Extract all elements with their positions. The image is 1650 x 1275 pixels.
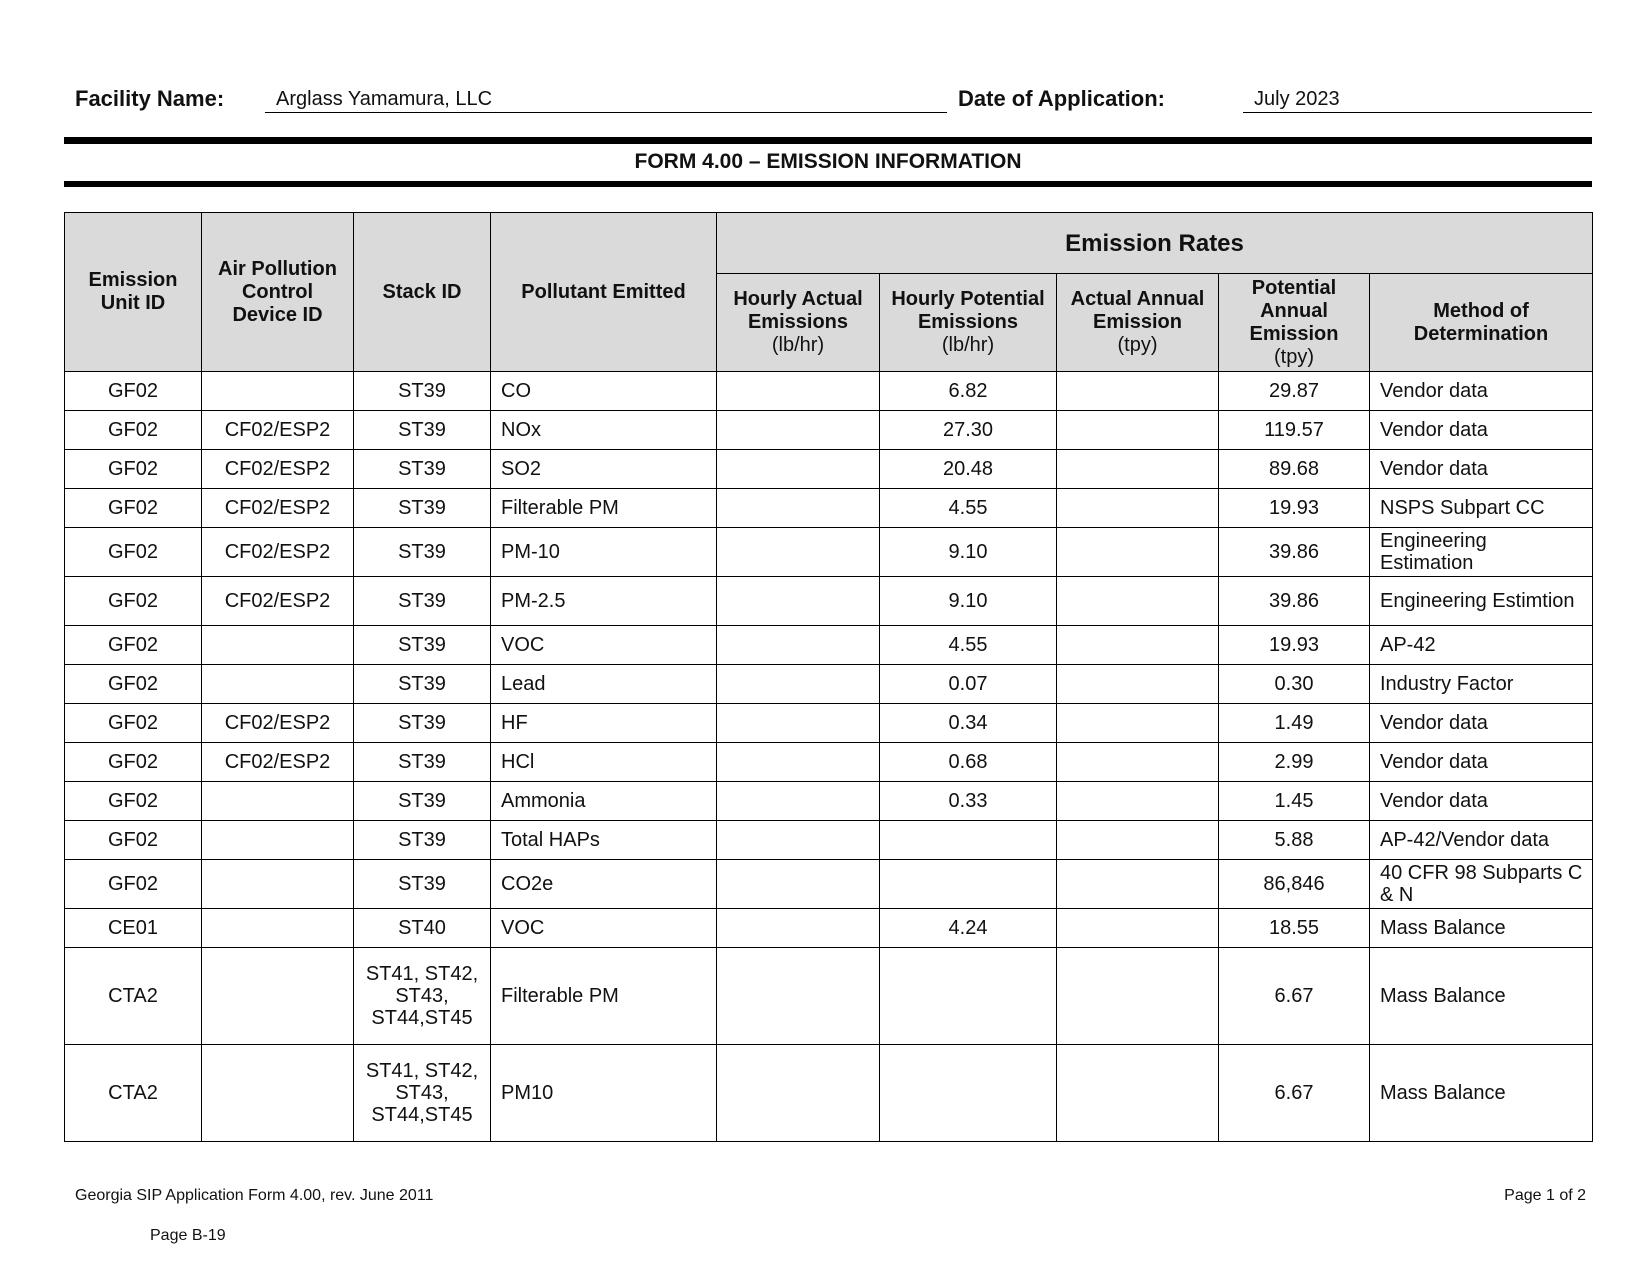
cell-potential-annual: 6.67 xyxy=(1219,1045,1370,1142)
title-rule-bottom xyxy=(64,181,1592,187)
cell-hourly-potential: 9.10 xyxy=(880,528,1057,577)
date-of-application-value: July 2023 xyxy=(1243,88,1592,113)
table-row xyxy=(65,704,1593,743)
cell-pollutant: CO2e xyxy=(491,860,717,909)
footer-form-revision: Georgia SIP Application Form 4.00, rev. June 2011 xyxy=(75,1187,434,1204)
table-row xyxy=(65,411,1593,450)
cell-control-device-id: CF02/ESP2 xyxy=(202,577,354,626)
cell-method: Engineering Estimtion xyxy=(1370,577,1593,626)
cell-potential-annual: 39.86 xyxy=(1219,577,1370,626)
cell-method: Vendor data xyxy=(1370,782,1593,821)
header-potential-annual: Potential Annual Emission (tpy) xyxy=(1219,274,1370,372)
cell-emission-unit-id: CTA2 xyxy=(65,948,202,1045)
cell-potential-annual: 86,846 xyxy=(1219,860,1370,909)
cell-actual-annual xyxy=(1057,411,1219,450)
cell-hourly-actual xyxy=(717,1045,880,1142)
cell-pollutant: VOC xyxy=(491,909,717,948)
cell-stack-id: ST39 xyxy=(354,411,491,450)
cell-pollutant: Filterable PM xyxy=(491,489,717,528)
cell-potential-annual: 6.67 xyxy=(1219,948,1370,1045)
cell-emission-unit-id: GF02 xyxy=(65,372,202,411)
cell-actual-annual xyxy=(1057,782,1219,821)
cell-hourly-potential xyxy=(880,1045,1057,1142)
table-row xyxy=(65,626,1593,665)
cell-hourly-potential: 4.55 xyxy=(880,489,1057,528)
cell-control-device-id xyxy=(202,665,354,704)
cell-hourly-actual xyxy=(717,948,880,1045)
cell-potential-annual: 119.57 xyxy=(1219,411,1370,450)
cell-hourly-actual xyxy=(717,577,880,626)
header-stack-id: Stack ID xyxy=(354,213,491,372)
cell-control-device-id xyxy=(202,909,354,948)
cell-potential-annual: 18.55 xyxy=(1219,909,1370,948)
footer-page-reference: Page B-19 xyxy=(150,1227,226,1244)
cell-emission-unit-id: GF02 xyxy=(65,782,202,821)
cell-pollutant: PM-2.5 xyxy=(491,577,717,626)
cell-actual-annual xyxy=(1057,665,1219,704)
cell-pollutant: CO xyxy=(491,372,717,411)
cell-hourly-potential: 20.48 xyxy=(880,450,1057,489)
table-row xyxy=(65,577,1593,626)
cell-potential-annual: 1.45 xyxy=(1219,782,1370,821)
cell-emission-unit-id: CE01 xyxy=(65,909,202,948)
cell-stack-id: ST41, ST42, ST43, ST44,ST45 xyxy=(354,1045,491,1142)
cell-actual-annual xyxy=(1057,1045,1219,1142)
cell-method: Mass Balance xyxy=(1370,948,1593,1045)
cell-potential-annual: 39.86 xyxy=(1219,528,1370,577)
header-pollutant-emitted: Pollutant Emitted xyxy=(491,213,717,372)
cell-hourly-actual xyxy=(717,782,880,821)
cell-pollutant: SO2 xyxy=(491,450,717,489)
cell-emission-unit-id: GF02 xyxy=(65,411,202,450)
cell-potential-annual: 89.68 xyxy=(1219,450,1370,489)
cell-actual-annual xyxy=(1057,528,1219,577)
cell-method: 40 CFR 98 Subparts C & N xyxy=(1370,860,1593,909)
cell-pollutant: HCl xyxy=(491,743,717,782)
cell-hourly-potential xyxy=(880,948,1057,1045)
cell-stack-id: ST39 xyxy=(354,782,491,821)
cell-stack-id: ST39 xyxy=(354,665,491,704)
cell-stack-id: ST39 xyxy=(354,821,491,860)
cell-hourly-potential: 6.82 xyxy=(880,372,1057,411)
cell-stack-id: ST39 xyxy=(354,704,491,743)
cell-method: Vendor data xyxy=(1370,411,1593,450)
cell-hourly-actual xyxy=(717,909,880,948)
cell-emission-unit-id: GF02 xyxy=(65,665,202,704)
cell-emission-unit-id: GF02 xyxy=(65,528,202,577)
cell-method: Vendor data xyxy=(1370,372,1593,411)
cell-actual-annual xyxy=(1057,909,1219,948)
cell-hourly-potential: 27.30 xyxy=(880,411,1057,450)
cell-hourly-actual xyxy=(717,665,880,704)
cell-control-device-id: CF02/ESP2 xyxy=(202,743,354,782)
cell-stack-id: ST39 xyxy=(354,743,491,782)
cell-control-device-id xyxy=(202,1045,354,1142)
cell-pollutant: PM10 xyxy=(491,1045,717,1142)
cell-hourly-actual xyxy=(717,528,880,577)
cell-control-device-id xyxy=(202,372,354,411)
cell-emission-unit-id: GF02 xyxy=(65,450,202,489)
cell-potential-annual: 5.88 xyxy=(1219,821,1370,860)
cell-control-device-id: CF02/ESP2 xyxy=(202,489,354,528)
cell-method: Industry Factor xyxy=(1370,665,1593,704)
cell-potential-annual: 19.93 xyxy=(1219,626,1370,665)
cell-method: Mass Balance xyxy=(1370,909,1593,948)
cell-stack-id: ST39 xyxy=(354,450,491,489)
cell-actual-annual xyxy=(1057,860,1219,909)
cell-control-device-id: CF02/ESP2 xyxy=(202,450,354,489)
cell-stack-id: ST40 xyxy=(354,909,491,948)
cell-control-device-id xyxy=(202,626,354,665)
cell-potential-annual: 29.87 xyxy=(1219,372,1370,411)
table-row xyxy=(65,665,1593,704)
cell-method: Vendor data xyxy=(1370,450,1593,489)
cell-hourly-actual xyxy=(717,372,880,411)
cell-stack-id: ST39 xyxy=(354,577,491,626)
footer-page-number: Page 1 of 2 xyxy=(1504,1187,1586,1204)
cell-actual-annual xyxy=(1057,743,1219,782)
cell-emission-unit-id: GF02 xyxy=(65,743,202,782)
header-hourly-potential: Hourly Potential Emissions (lb/hr) xyxy=(880,274,1057,372)
cell-control-device-id xyxy=(202,821,354,860)
cell-method: NSPS Subpart CC xyxy=(1370,489,1593,528)
cell-stack-id: ST39 xyxy=(354,372,491,411)
table-row xyxy=(65,1045,1593,1142)
table-row xyxy=(65,372,1593,411)
cell-hourly-potential xyxy=(880,860,1057,909)
cell-method: Vendor data xyxy=(1370,743,1593,782)
cell-hourly-actual xyxy=(717,626,880,665)
table-row xyxy=(65,450,1593,489)
cell-hourly-actual xyxy=(717,704,880,743)
cell-actual-annual xyxy=(1057,704,1219,743)
cell-hourly-potential: 4.24 xyxy=(880,909,1057,948)
table-row xyxy=(65,743,1593,782)
header-control-device-id: Air Pollution Control Device ID xyxy=(202,213,354,372)
cell-control-device-id: CF02/ESP2 xyxy=(202,528,354,577)
cell-actual-annual xyxy=(1057,489,1219,528)
date-of-application-label: Date of Application: xyxy=(958,86,1165,111)
cell-pollutant: Ammonia xyxy=(491,782,717,821)
cell-hourly-actual xyxy=(717,450,880,489)
header-actual-annual: Actual Annual Emission (tpy) xyxy=(1057,274,1219,372)
table-row xyxy=(65,782,1593,821)
cell-method: AP-42 xyxy=(1370,626,1593,665)
cell-pollutant: Filterable PM xyxy=(491,948,717,1045)
cell-emission-unit-id: GF02 xyxy=(65,704,202,743)
cell-hourly-potential: 0.68 xyxy=(880,743,1057,782)
cell-hourly-potential: 0.33 xyxy=(880,782,1057,821)
cell-method: Vendor data xyxy=(1370,704,1593,743)
cell-control-device-id: CF02/ESP2 xyxy=(202,704,354,743)
cell-hourly-actual xyxy=(717,860,880,909)
header-hourly-actual: Hourly Actual Emissions (lb/hr) xyxy=(717,274,880,372)
cell-hourly-potential: 4.55 xyxy=(880,626,1057,665)
cell-actual-annual xyxy=(1057,821,1219,860)
cell-actual-annual xyxy=(1057,948,1219,1045)
cell-hourly-potential: 9.10 xyxy=(880,577,1057,626)
cell-emission-unit-id: GF02 xyxy=(65,626,202,665)
cell-hourly-actual xyxy=(717,821,880,860)
cell-potential-annual: 19.93 xyxy=(1219,489,1370,528)
cell-actual-annual xyxy=(1057,450,1219,489)
cell-pollutant: Lead xyxy=(491,665,717,704)
cell-hourly-potential: 0.07 xyxy=(880,665,1057,704)
cell-emission-unit-id: CTA2 xyxy=(65,1045,202,1142)
cell-hourly-actual xyxy=(717,411,880,450)
table-row xyxy=(65,948,1593,1045)
cell-stack-id: ST41, ST42, ST43, ST44,ST45 xyxy=(354,948,491,1045)
table-row xyxy=(65,528,1593,577)
cell-pollutant: PM-10 xyxy=(491,528,717,577)
cell-control-device-id xyxy=(202,782,354,821)
table-row xyxy=(65,489,1593,528)
cell-potential-annual: 2.99 xyxy=(1219,743,1370,782)
table-row xyxy=(65,860,1593,909)
cell-emission-unit-id: GF02 xyxy=(65,821,202,860)
cell-actual-annual xyxy=(1057,577,1219,626)
cell-pollutant: Total HAPs xyxy=(491,821,717,860)
cell-hourly-potential: 0.34 xyxy=(880,704,1057,743)
cell-stack-id: ST39 xyxy=(354,489,491,528)
facility-name-label: Facility Name: xyxy=(75,86,225,111)
cell-method: Engineering Estimation xyxy=(1370,528,1593,577)
cell-emission-unit-id: GF02 xyxy=(65,489,202,528)
cell-actual-annual xyxy=(1057,626,1219,665)
cell-actual-annual xyxy=(1057,372,1219,411)
cell-control-device-id xyxy=(202,860,354,909)
cell-emission-unit-id: GF02 xyxy=(65,860,202,909)
cell-hourly-potential xyxy=(880,821,1057,860)
table-row xyxy=(65,909,1593,948)
header-method-of-determination: Method of Determination xyxy=(1370,274,1593,372)
cell-hourly-actual xyxy=(717,743,880,782)
facility-name-value: Arglass Yamamura, LLC xyxy=(265,88,947,113)
cell-potential-annual: 0.30 xyxy=(1219,665,1370,704)
cell-stack-id: ST39 xyxy=(354,528,491,577)
header-emission-unit-id: Emission Unit ID xyxy=(65,213,202,372)
emission-table xyxy=(64,212,1593,1142)
cell-method: Mass Balance xyxy=(1370,1045,1593,1142)
cell-stack-id: ST39 xyxy=(354,860,491,909)
cell-stack-id: ST39 xyxy=(354,626,491,665)
title-rule-top xyxy=(64,137,1592,144)
cell-method: AP-42/Vendor data xyxy=(1370,821,1593,860)
cell-control-device-id: CF02/ESP2 xyxy=(202,411,354,450)
cell-control-device-id xyxy=(202,948,354,1045)
cell-potential-annual: 1.49 xyxy=(1219,704,1370,743)
cell-pollutant: NOx xyxy=(491,411,717,450)
cell-emission-unit-id: GF02 xyxy=(65,577,202,626)
cell-pollutant: HF xyxy=(491,704,717,743)
form-title: FORM 4.00 – EMISSION INFORMATION xyxy=(634,150,1022,173)
cell-hourly-actual xyxy=(717,489,880,528)
table-row xyxy=(65,821,1593,860)
header-emission-rates: Emission Rates xyxy=(717,213,1593,274)
cell-pollutant: VOC xyxy=(491,626,717,665)
